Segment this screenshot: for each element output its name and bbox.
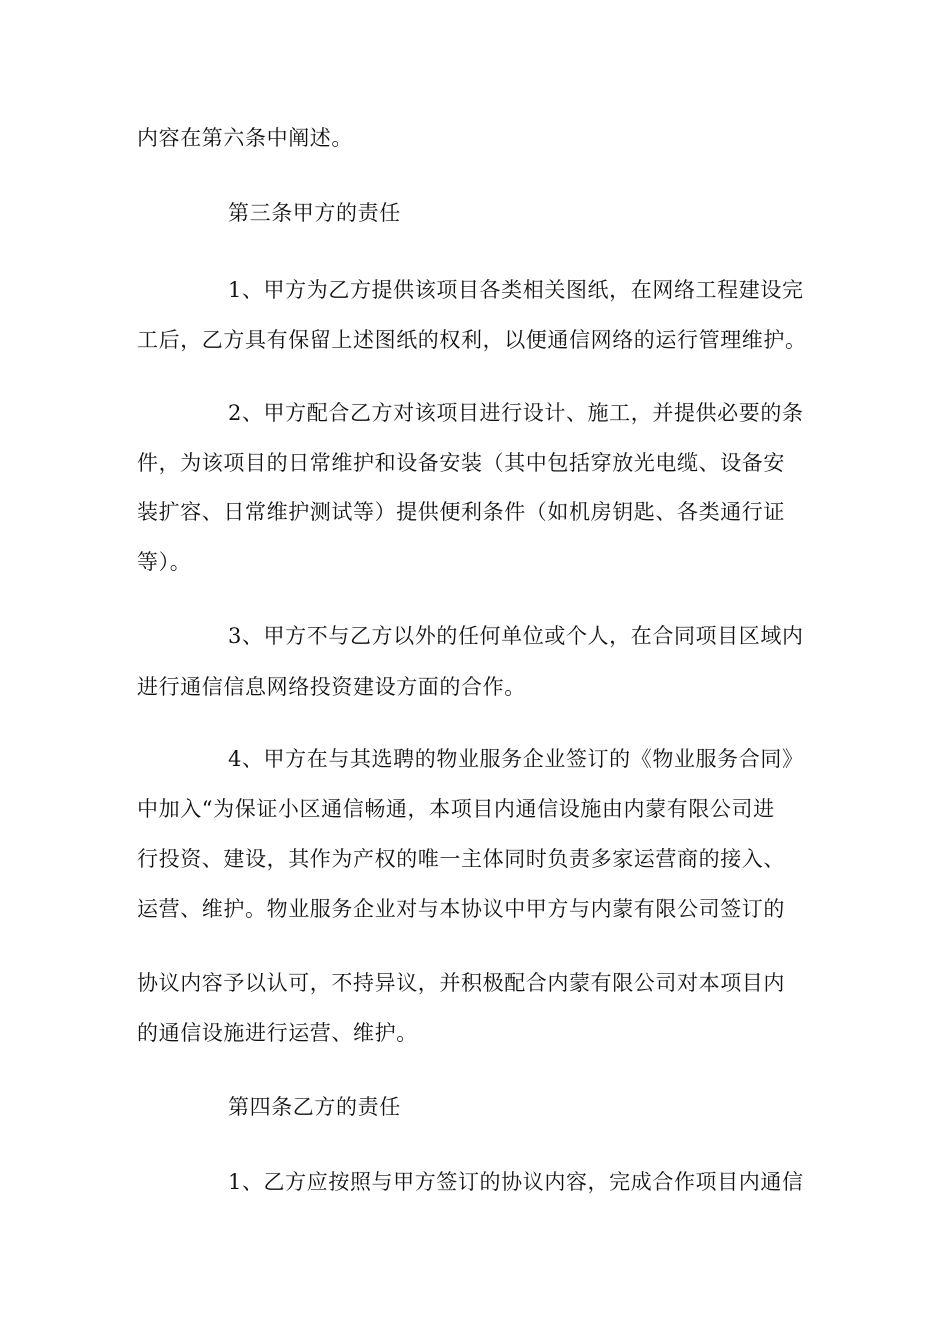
text-line: 中加入“为保证小区通信畅通，本项目内通信设施由内蒙有限公司进: [137, 797, 775, 821]
section-heading: 第三条甲方的责任: [228, 201, 401, 225]
text-line: 件，为该项目的日常维护和设备安装（其中包括穿放光电缆、设备安: [137, 451, 785, 475]
text-line: 2、甲方配合乙方对该项目进行设计、施工，并提供必要的条: [228, 401, 804, 425]
text-line: 内容在第六条中阐述。: [137, 126, 353, 150]
text-line: 3、甲方不与乙方以外的任何单位或个人，在合同项目区域内: [228, 624, 804, 648]
text-line: 1、甲方为乙方提供该项目各类相关图纸，在网络工程建设完: [228, 278, 804, 302]
text-line: 装扩容、日常维护测试等）提供便利条件（如机房钥匙、各类通行证: [137, 500, 785, 524]
text-line: 4、甲方在与其选聘的物业服务企业签订的《物业服务合同》: [228, 747, 804, 771]
text-line: 协议内容予以认可，不持异议，并积极配合内蒙有限公司对本项目内: [137, 971, 785, 995]
text-line: 工后，乙方具有保留上述图纸的权利，以便通信网络的运行管理维护。: [137, 328, 807, 352]
text-line: 行投资、建设，其作为产权的唯一主体同时负责多家运营商的接入、: [137, 847, 785, 871]
text-line: 运营、维护。物业服务企业对与本协议中甲方与内蒙有限公司签订的: [137, 897, 785, 921]
section-heading: 第四条乙方的责任: [228, 1095, 401, 1119]
text-line: 的通信设施进行运营、维护。: [137, 1021, 418, 1045]
text-line: 1、乙方应按照与甲方签订的协议内容，完成合作项目内通信: [228, 1170, 804, 1194]
text-line: 等）。: [137, 550, 192, 574]
text-line: 进行通信信息网络投资建设方面的合作。: [137, 675, 526, 699]
